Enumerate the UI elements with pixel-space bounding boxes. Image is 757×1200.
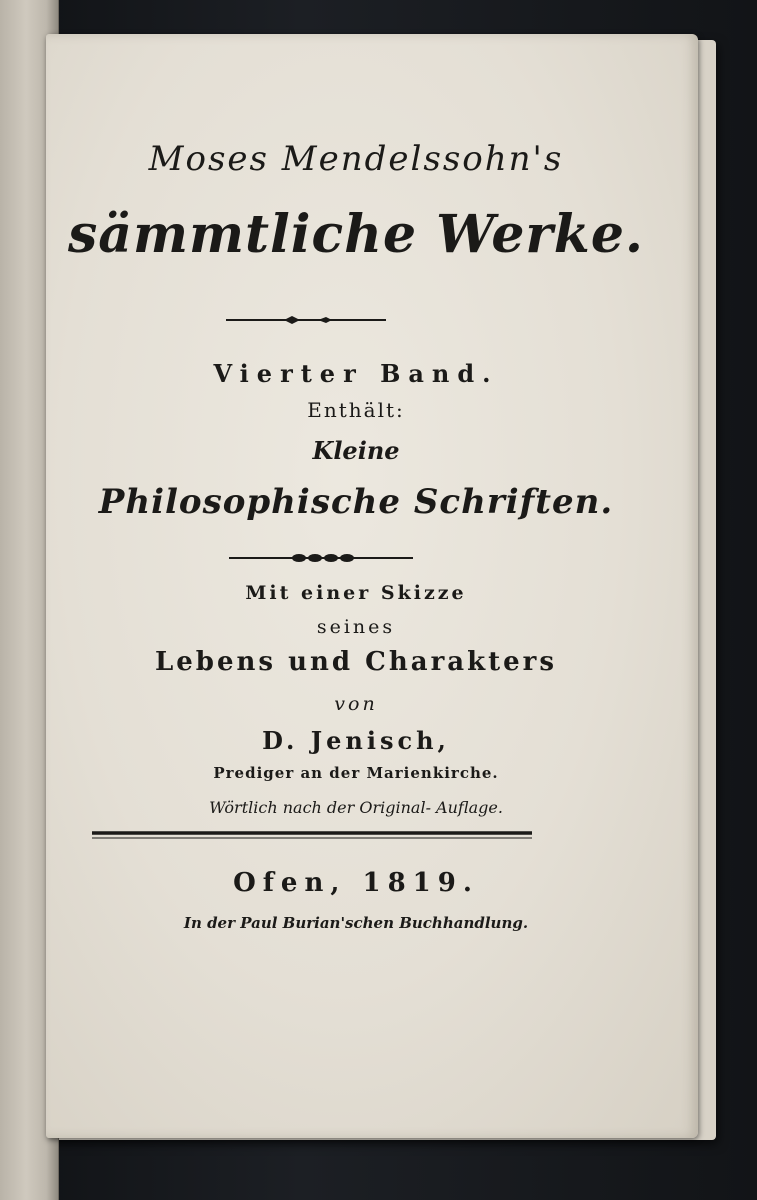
edition-note: Wörtlich nach der Original- Auflage. [209,798,503,817]
contains-label: Enthält: [307,398,405,422]
subject-title: Philosophische Schriften. [98,482,614,522]
editor-name: D. Jenisch, [262,726,450,755]
life-and-character: Lebens und Charakters [154,647,558,677]
ornamental-rule-top [226,314,386,326]
ornamental-rule-middle [229,550,413,566]
subject-prefix: Kleine [312,436,400,465]
publisher-imprint: In der Paul Burian'schen Buchhandlung. [183,914,529,932]
author-name: Moses Mendelssohn's [148,139,564,179]
possessive-line: seines [316,616,396,638]
work-title: sämmtliche Werke. [67,204,645,265]
by-line: von [334,693,378,715]
sketch-intro: Mit einer Skizze [245,582,467,604]
title-page [46,34,698,1138]
editor-role: Prediger an der Marienkirche. [213,764,499,782]
double-rule-bottom [92,830,532,840]
volume-number: Vierter Band. [213,359,499,388]
place-and-year: Ofen, 1819. [233,868,479,898]
